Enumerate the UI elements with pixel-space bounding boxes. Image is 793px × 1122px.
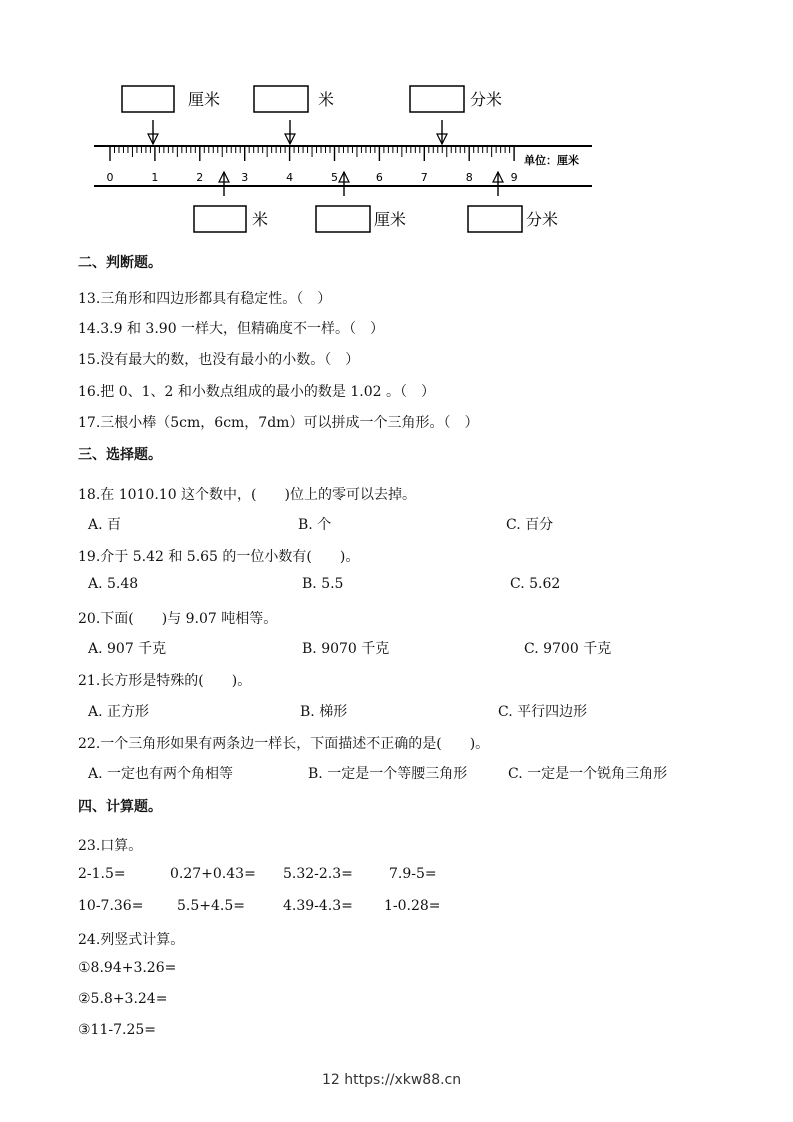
ruler-tick-label: 7 bbox=[420, 171, 428, 184]
ruler-tick-label: 3 bbox=[241, 171, 249, 184]
calc-1-3: 5.32-2.3= bbox=[283, 866, 353, 882]
question-24: 24.列竖式计算。 bbox=[78, 932, 185, 948]
unit-bottom-1: 米 bbox=[252, 210, 269, 229]
unit-top-1: 厘米 bbox=[188, 90, 221, 109]
answer-box-top-2 bbox=[254, 86, 308, 112]
unit-bottom-2: 厘米 bbox=[374, 210, 407, 229]
ruler-tick-label: 5 bbox=[331, 171, 338, 184]
calc-1-2: 0.27+0.43= bbox=[170, 866, 256, 882]
section-4-title: 四、计算题。 bbox=[78, 799, 162, 815]
ruler-tick-label: 4 bbox=[286, 171, 294, 184]
ruler-figure bbox=[90, 78, 600, 238]
ruler-tick-label: 6 bbox=[375, 171, 383, 184]
ruler-unit-label: 单位：厘米 bbox=[524, 154, 579, 167]
unit-top-2: 米 bbox=[318, 90, 335, 109]
judge-item-13: 13.三角形和四边形都具有稳定性。（ ） bbox=[78, 291, 332, 307]
judge-item-17: 17.三根小棒（5cm，6cm，7dm）可以拼成一个三角形。（ ） bbox=[78, 415, 479, 431]
question-23: 23.口算。 bbox=[78, 838, 143, 854]
calc-2-2: 5.5+4.5= bbox=[177, 898, 245, 914]
option-20-a: A. 907 千克 bbox=[88, 641, 167, 657]
section-2-title: 二、判断题。 bbox=[78, 255, 162, 271]
question-20: 20.下面( )与 9.07 吨相等。 bbox=[78, 611, 278, 627]
arrow-down-icon bbox=[285, 120, 295, 144]
unit-bottom-3: 分米 bbox=[526, 210, 559, 229]
answer-box-top-3 bbox=[410, 86, 464, 112]
arrow-up-icon bbox=[219, 172, 229, 196]
option-19-c: C. 5.62 bbox=[510, 576, 561, 592]
option-22-c: C. 一定是一个锐角三角形 bbox=[508, 766, 668, 782]
option-21-c: C. 平行四边形 bbox=[498, 704, 588, 720]
vertical-calc-2: ②5.8+3.24= bbox=[78, 991, 168, 1007]
ruler-tick-label: 0 bbox=[106, 171, 114, 184]
option-21-a: A. 正方形 bbox=[88, 704, 150, 720]
option-20-b: B. 9070 千克 bbox=[302, 641, 390, 657]
answer-box-bottom-2 bbox=[316, 206, 370, 232]
judge-item-15: 15.没有最大的数，也没有最小的小数。（ ） bbox=[78, 352, 360, 368]
option-21-b: B. 梯形 bbox=[300, 704, 348, 720]
question-18: 18.在 1010.10 这个数中，( )位上的零可以去掉。 bbox=[78, 487, 416, 503]
arrow-down-icon bbox=[148, 120, 158, 144]
option-22-a: A. 一定也有两个角相等 bbox=[88, 766, 234, 782]
vertical-calc-1: ①8.94+3.26= bbox=[78, 960, 177, 976]
vertical-calc-3: ③11-7.25= bbox=[78, 1022, 156, 1038]
option-18-a: A. 百 bbox=[88, 517, 122, 533]
page-footer: 12 https://xkw88.cn bbox=[322, 1072, 462, 1088]
option-19-a: A. 5.48 bbox=[88, 576, 139, 592]
option-18-b: B. 个 bbox=[298, 517, 332, 533]
answer-box-top-1 bbox=[122, 86, 174, 112]
option-20-c: C. 9700 千克 bbox=[524, 641, 612, 657]
unit-top-3: 分米 bbox=[470, 90, 503, 109]
calc-2-4: 1-0.28= bbox=[384, 898, 441, 914]
option-22-b: B. 一定是一个等腰三角形 bbox=[308, 766, 468, 782]
ruler-tick-label: 9 bbox=[510, 171, 518, 184]
question-21: 21.长方形是特殊的( )。 bbox=[78, 673, 252, 689]
option-18-c: C. 百分 bbox=[506, 517, 554, 533]
answer-box-bottom-3 bbox=[468, 206, 522, 232]
question-19: 19.介于 5.42 和 5.65 的一位小数有( )。 bbox=[78, 549, 360, 565]
judge-item-16: 16.把 0、1、2 和小数点组成的最小的数是 1.02 。（ ） bbox=[78, 384, 435, 400]
answer-box-bottom-1 bbox=[194, 206, 246, 232]
arrow-up-icon bbox=[339, 172, 349, 196]
ruler-tick-label: 8 bbox=[465, 171, 473, 184]
ruler-tick-labels bbox=[107, 171, 518, 184]
option-19-b: B. 5.5 bbox=[302, 576, 344, 592]
calc-1-4: 7.9-5= bbox=[389, 866, 437, 882]
arrow-down-icon bbox=[437, 120, 447, 144]
calc-1-1: 2-1.5= bbox=[78, 866, 126, 882]
ruler-tick-label: 2 bbox=[196, 171, 204, 184]
ruler-ticks bbox=[110, 147, 514, 161]
judge-item-14: 14.3.9 和 3.90 一样大，但精确度不一样。（ ） bbox=[78, 321, 385, 337]
arrow-up-icon bbox=[493, 172, 503, 196]
section-3-title: 三、选择题。 bbox=[78, 447, 162, 463]
calc-2-1: 10-7.36= bbox=[78, 898, 144, 914]
question-22: 22.一个三角形如果有两条边一样长，下面描述不正确的是( )。 bbox=[78, 736, 490, 752]
calc-2-3: 4.39-4.3= bbox=[283, 898, 353, 914]
ruler-tick-label: 1 bbox=[151, 171, 159, 184]
